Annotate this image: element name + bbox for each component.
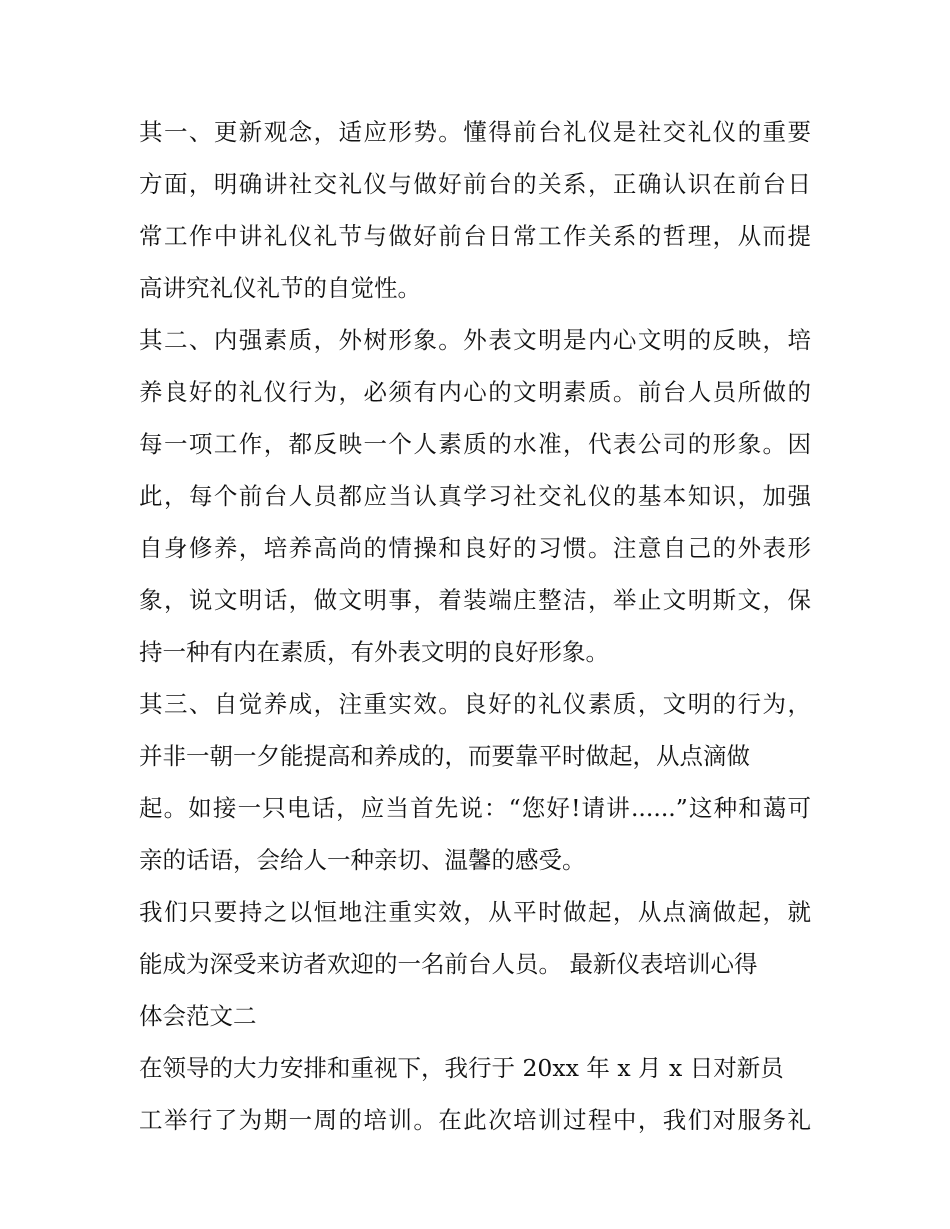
text-line: 我们只要持之以恒地注重实效，从平时做起，从点滴做起，就: [139, 898, 811, 926]
text-line: 养良好的礼仪行为，必须有内心的文明素质。前台人员所做的: [139, 378, 811, 406]
text-line: 体会范文二: [139, 1002, 257, 1030]
text-line: 起。如接一只电话，应当首先说：“您好!请讲......”这种和蔼可: [139, 794, 811, 822]
text-line: 方面，明确讲社交礼仪与做好前台的关系，正确认识在前台日: [139, 170, 811, 198]
text-line: 象，说文明话，做文明事，着装端庄整洁，举止文明斯文，保: [139, 586, 811, 614]
text-line: 高讲究礼仪礼节的自觉性。: [139, 274, 421, 302]
text-line: 其一、更新观念，适应形势。懂得前台礼仪是社交礼仪的重要: [139, 118, 811, 146]
text-line: 其三、自觉养成，注重实效。良好的礼仪素质，文明的行为，: [139, 690, 811, 718]
text-line: 能成为深受来访者欢迎的一名前台人员。 最新仪表培训心得: [139, 950, 758, 978]
text-line: 工举行了为期一周的培训。在此次培训过程中，我们对服务礼: [139, 1106, 811, 1134]
document-body: [139, 106, 819, 1146]
text-line: 在领导的大力安排和重视下，我行于 20xx 年 x 月 x 日对新员: [139, 1054, 784, 1082]
text-line: 常工作中讲礼仪礼节与做好前台日常工作关系的哲理，从而提: [139, 222, 811, 250]
text-line: 自身修养，培养高尚的情操和良好的习惯。注意自己的外表形: [139, 534, 811, 562]
text-line: 并非一朝一夕能提高和养成的，而要靠平时做起，从点滴做: [139, 742, 750, 770]
text-line: 每一项工作，都反映一个人素质的水准，代表公司的形象。因: [139, 430, 811, 458]
text-line: 亲的话语，会给人一种亲切、温馨的感受。: [139, 846, 586, 874]
text-line: 持一种有内在素质，有外表文明的良好形象。: [139, 638, 609, 666]
text-line: 其二、内强素质，外树形象。外表文明是内心文明的反映，培: [139, 326, 811, 354]
text-line: 此，每个前台人员都应当认真学习社交礼仪的基本知识，加强: [139, 482, 811, 510]
